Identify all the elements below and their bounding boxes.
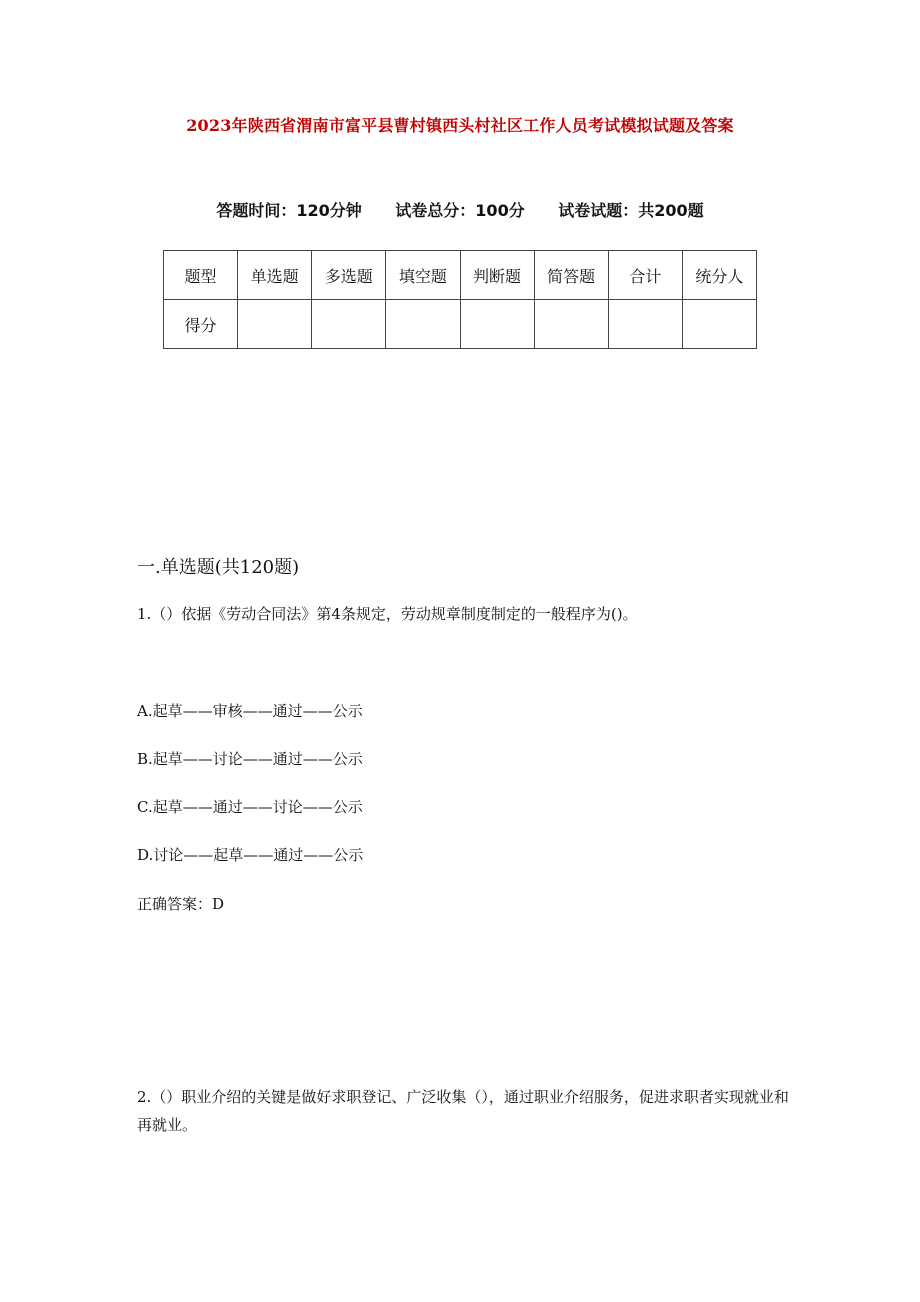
header-cell: 题型: [164, 251, 238, 300]
score-cell: [312, 300, 386, 349]
exam-question-count: 试卷试题：共200题: [558, 201, 704, 220]
score-cell: [608, 300, 682, 349]
score-cell: [460, 300, 534, 349]
exam-info: [0, 198, 920, 221]
score-table-score-row: [164, 300, 757, 349]
header-cell: 简答题: [534, 251, 608, 300]
document-title: 2023年陕西省渭南市富平县曹村镇西头村社区工作人员考试模拟试题及答案: [186, 116, 734, 135]
score-table-header-row: [164, 251, 757, 300]
header-cell: 合计: [608, 251, 682, 300]
question-1-answer: 正确答案：D: [137, 895, 225, 913]
header-cell: 判断题: [460, 251, 534, 300]
question-1-text: 1.（）依据《劳动合同法》第4条规定，劳动规章制度制定的一般程序为()。: [137, 605, 638, 623]
question-1-option-d: D.讨论——起草——通过——公示: [137, 846, 364, 864]
exam-time: 答题时间：120分钟: [216, 201, 362, 220]
score-cell: [386, 300, 460, 349]
header-cell: 统分人: [682, 251, 756, 300]
header-cell: 填空题: [386, 251, 460, 300]
score-cell: [682, 300, 756, 349]
question-1-option-a: A.起草——审核——通过——公示: [137, 702, 363, 720]
score-cell: [534, 300, 608, 349]
question-2-text: 2.（）职业介绍的关键是做好求职登记、广泛收集（），通过职业介绍服务，促进求职者实现就业和再就业。: [137, 1088, 789, 1134]
section-title: 一.单选题(共120题): [137, 557, 300, 578]
question-1-option-b: B.起草——讨论——通过——公示: [137, 750, 363, 768]
score-cell: [238, 300, 312, 349]
question-1-option-c: C.起草——通过——讨论——公示: [137, 798, 363, 816]
score-table: [163, 250, 757, 349]
exam-total-score: 试卷总分：100分: [395, 201, 525, 220]
row-label: 得分: [164, 300, 238, 349]
header-cell: 多选题: [312, 251, 386, 300]
header-cell: 单选题: [238, 251, 312, 300]
